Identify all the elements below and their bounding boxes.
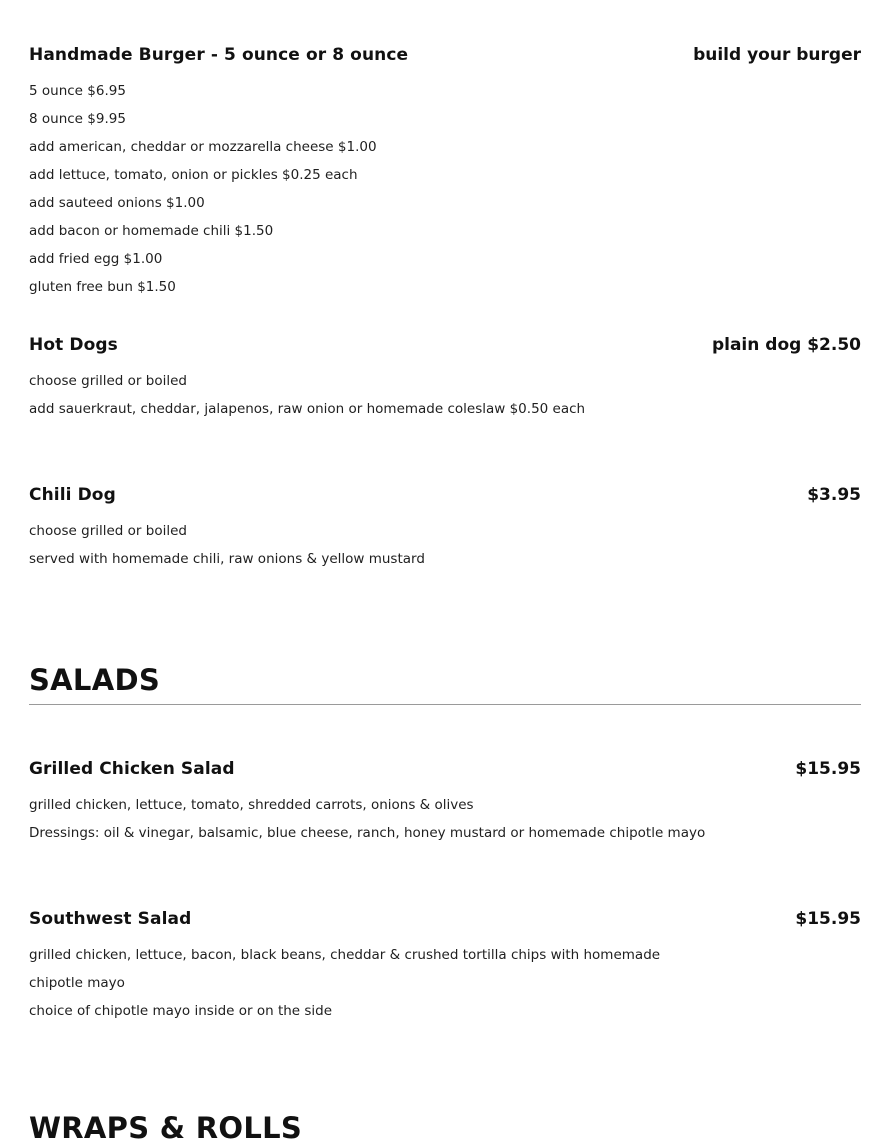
menu-item-price: plain dog $2.50: [711, 335, 861, 355]
menu-item-price: $15.95: [795, 759, 861, 779]
menu-item-description: grilled chicken, lettuce, tomato, shredded carrots, onions & olives: [29, 797, 474, 813]
menu-item-option: add fried egg $1.00: [29, 251, 163, 267]
menu-item-grilled-chicken-salad: [29, 759, 861, 847]
menu-item-option: 8 ounce $9.95: [29, 111, 126, 127]
menu-item-option: 5 ounce $6.95: [29, 83, 126, 99]
menu-item-description: choose grilled or boiled: [29, 373, 187, 389]
menu-item-option: add sauteed onions $1.00: [29, 195, 205, 211]
menu-item-price: $15.95: [795, 909, 861, 929]
section-title-salads: SALADS: [29, 663, 161, 697]
menu-item-name: Hot Dogs: [29, 335, 118, 355]
menu-item-option: gluten free bun $1.50: [29, 279, 176, 295]
menu-item-southwest-salad: [29, 909, 861, 1025]
menu-item-price: build your burger: [693, 45, 861, 65]
menu-item-description: choose grilled or boiled: [29, 523, 187, 539]
menu-item-description: served with homemade chili, raw onions & yellow mustard: [29, 551, 425, 567]
menu-item-name: Southwest Salad: [29, 909, 192, 929]
menu-item-option: add bacon or homemade chili $1.50: [29, 223, 274, 239]
menu-item-description: add sauerkraut, cheddar, jalapenos, raw onion or homemade coleslaw $0.50 each: [29, 401, 586, 417]
menu-item-option: add american, cheddar or mozzarella cheese $1.00: [29, 139, 377, 155]
menu-item-name: Grilled Chicken Salad: [29, 759, 235, 779]
section-divider: [29, 704, 861, 705]
menu-item-price: $3.95: [807, 485, 861, 505]
menu-item-description: Dressings: oil & vinegar, balsamic, blue cheese, ranch, honey mustard or homemade chipotle mayo: [29, 825, 706, 841]
menu-item-description: grilled chicken, lettuce, bacon, black beans, cheddar & crushed tortilla chips with homemade chipotle mayo: [29, 947, 661, 991]
menu-item-chili-dog: [29, 485, 861, 573]
menu-item-name: Handmade Burger - 5 ounce or 8 ounce: [29, 45, 409, 65]
menu-item-description: choice of chipotle mayo inside or on the side: [29, 1003, 333, 1019]
section-title-wraps-rolls: WRAPS & ROLLS: [29, 1111, 303, 1145]
menu-item-option: add lettuce, tomato, onion or pickles $0.25 each: [29, 167, 358, 183]
menu-item-burger: [29, 45, 861, 301]
menu-item-hot-dogs: [29, 335, 861, 423]
menu-item-name: Chili Dog: [29, 485, 116, 505]
